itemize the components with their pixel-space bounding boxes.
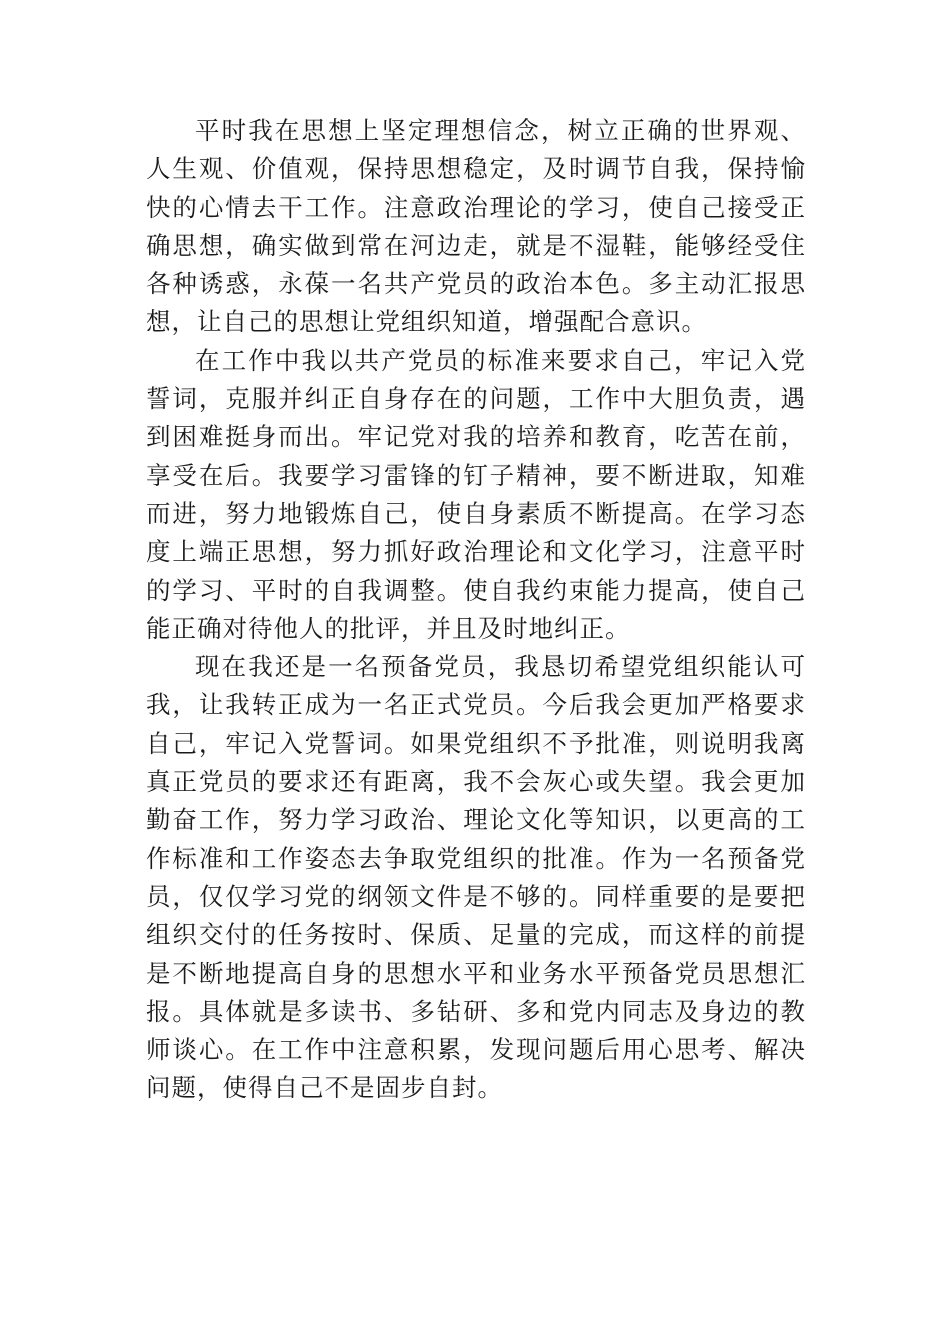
- paragraph-1: 平时我在思想上坚定理想信念，树立正确的世界观、人生观、价值观，保持思想稳定，及时调节自我，保持愉快的心情去干工作。注意政治理论的学习，使自己接受正确思想，确实做到常在河边走，就是不湿鞋，能够经受住各种诱惑，永葆一名共产党员的政治本色。多主动汇报思想，让自己的思想让党组织知道，增强配合意识。: [146, 116, 806, 337]
- document-body: [146, 112, 806, 1108]
- paragraph-3: 现在我还是一名预备党员，我恳切希望党组织能认可我，让我转正成为一名正式党员。今后我会更加严格要求自己，牢记入党誓词。如果党组织不予批准，则说明我离真正党员的要求还有距离，我不会灰心或失望。我会更加勤奋工作，努力学习政治、理论文化等知识，以更高的工作标准和工作姿态去争取党组织的批准。作为一名预备党员，仅仅学习党的纲领文件是不够的。同样重要的是要把组织交付的任务按时、保质、足量的完成，而这样的前提是不断地提高自身的思想水平和业务水平预备党员思想汇报。具体就是多读书、多钻研、多和党内同志及身边的教师谈心。在工作中注意积累，发现问题后用心思考、解决问题，使得自己不是固步自封。: [146, 652, 806, 1103]
- paragraph-2: 在工作中我以共产党员的标准来要求自己，牢记入党誓词，克服并纠正自身存在的问题，工作中大胆负责，遇到困难挺身而出。牢记党对我的培养和教育，吃苦在前，享受在后。我要学习雷锋的钉子精神，要不断进取，知难而进，努力地锻炼自己，使自身素质不断提高。在学习态度上端正思想，努力抓好政治理论和文化学习，注意平时的学习、平时的自我调整。使自我约束能力提高，使自己能正确对待他人的批评，并且及时地纠正。: [146, 345, 806, 643]
